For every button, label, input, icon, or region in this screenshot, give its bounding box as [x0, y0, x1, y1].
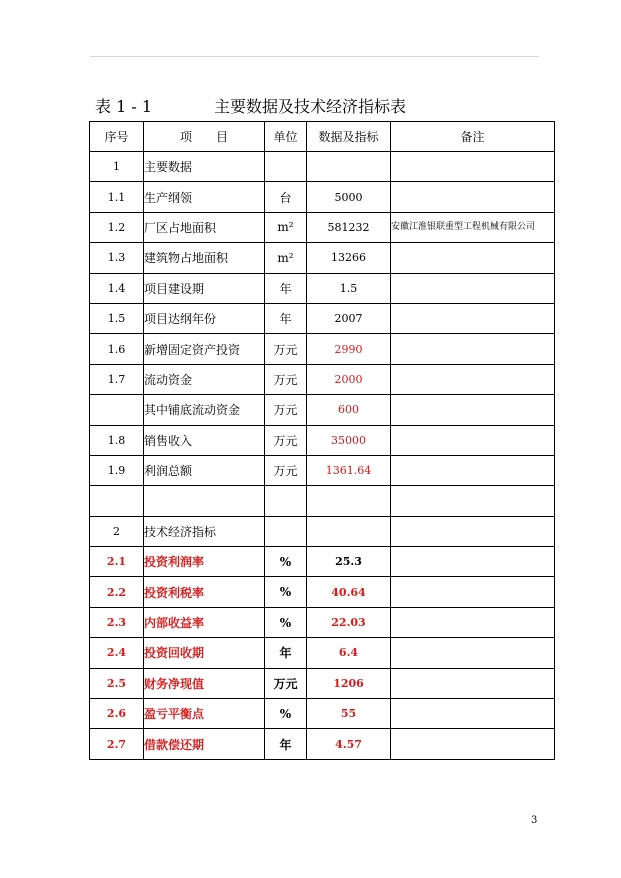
row-unit: m² [265, 212, 307, 242]
row-number: 1.3 [90, 243, 144, 273]
row-unit: % [265, 699, 307, 729]
row-item: 建筑物占地面积 [144, 243, 265, 273]
header-unit: 单位 [265, 122, 307, 152]
row-number: 1.2 [90, 212, 144, 242]
table-header-row [90, 122, 555, 152]
row-number: 1.1 [90, 182, 144, 212]
row-item [144, 486, 265, 516]
table-row [90, 182, 555, 212]
header-item: 项 目 [144, 122, 265, 152]
row-note [391, 699, 555, 729]
row-item: 流动资金 [144, 364, 265, 394]
row-unit: 年 [265, 303, 307, 333]
row-item: 财务净现值 [144, 668, 265, 698]
row-note [391, 577, 555, 607]
row-note [391, 638, 555, 668]
row-value: 13266 [307, 243, 391, 273]
row-unit: 万元 [265, 455, 307, 485]
row-number: 1.8 [90, 425, 144, 455]
row-unit: 万元 [265, 334, 307, 364]
table-title: 主要数据及技术经济指标表 [214, 97, 407, 116]
row-unit: m² [265, 243, 307, 273]
row-number: 2.3 [90, 607, 144, 637]
row-unit: % [265, 607, 307, 637]
row-unit [265, 152, 307, 182]
page-number: 3 [531, 815, 538, 826]
row-note [391, 486, 555, 516]
table-row [90, 516, 555, 546]
row-unit: % [265, 577, 307, 607]
header-value: 数据及指标 [307, 122, 391, 152]
row-unit: 台 [265, 182, 307, 212]
row-number: 1 [90, 152, 144, 182]
row-number: 1.7 [90, 364, 144, 394]
row-item: 借款偿还期 [144, 729, 265, 759]
row-number [90, 486, 144, 516]
row-number: 1.5 [90, 303, 144, 333]
table-row [90, 425, 555, 455]
table-row [90, 577, 555, 607]
row-item: 利润总额 [144, 455, 265, 485]
row-value [307, 516, 391, 546]
table-row [90, 152, 555, 182]
row-item: 项目建设期 [144, 273, 265, 303]
row-note [391, 607, 555, 637]
row-item: 生产纲领 [144, 182, 265, 212]
row-item: 厂区占地面积 [144, 212, 265, 242]
row-unit: 万元 [265, 364, 307, 394]
row-note: 安徽江淮银联重型工程机械有限公司 [391, 212, 555, 242]
row-value: 1361.64 [307, 455, 391, 485]
row-value: 2990 [307, 334, 391, 364]
row-note [391, 455, 555, 485]
row-number: 2.7 [90, 729, 144, 759]
header-note: 备注 [391, 122, 555, 152]
row-unit: 万元 [265, 425, 307, 455]
table-row [90, 395, 555, 425]
row-item: 盈亏平衡点 [144, 699, 265, 729]
row-value: 40.64 [307, 577, 391, 607]
row-unit: 年 [265, 638, 307, 668]
row-value: 55 [307, 699, 391, 729]
row-number: 2.6 [90, 699, 144, 729]
row-note [391, 425, 555, 455]
table-row [90, 364, 555, 394]
row-number: 2.5 [90, 668, 144, 698]
row-unit: 万元 [265, 395, 307, 425]
row-value [307, 486, 391, 516]
row-unit [265, 516, 307, 546]
row-item: 其中铺底流动资金 [144, 395, 265, 425]
row-note [391, 182, 555, 212]
row-value: 4.57 [307, 729, 391, 759]
row-unit: 万元 [265, 668, 307, 698]
row-unit [265, 486, 307, 516]
row-note [391, 273, 555, 303]
row-note [391, 152, 555, 182]
row-number: 1.6 [90, 334, 144, 364]
row-number: 2.1 [90, 547, 144, 577]
row-item: 销售收入 [144, 425, 265, 455]
row-number: 2 [90, 516, 144, 546]
row-number [90, 395, 144, 425]
row-note [391, 668, 555, 698]
table-row [90, 455, 555, 485]
row-value: 35000 [307, 425, 391, 455]
header-no: 序号 [90, 122, 144, 152]
row-note [391, 547, 555, 577]
table-row [90, 212, 555, 242]
row-number: 2.2 [90, 577, 144, 607]
row-note [391, 243, 555, 273]
table-row [90, 668, 555, 698]
row-note [391, 334, 555, 364]
row-note [391, 364, 555, 394]
table-row [90, 334, 555, 364]
row-item: 投资利润率 [144, 547, 265, 577]
row-value: 2007 [307, 303, 391, 333]
row-note [391, 729, 555, 759]
row-note [391, 516, 555, 546]
table-row [90, 243, 555, 273]
table-row [90, 638, 555, 668]
table-row [90, 273, 555, 303]
row-value: 2000 [307, 364, 391, 394]
row-value: 5000 [307, 182, 391, 212]
row-unit: % [265, 547, 307, 577]
table-row [90, 699, 555, 729]
header-rule [90, 56, 539, 57]
table-row [90, 486, 555, 516]
table-number: 表 1 - 1 [95, 97, 153, 116]
row-note [391, 395, 555, 425]
row-item: 新增固定资产投资 [144, 334, 265, 364]
indicator-table [89, 121, 555, 760]
row-note [391, 303, 555, 333]
table-row [90, 303, 555, 333]
row-item: 投资回收期 [144, 638, 265, 668]
row-unit: 年 [265, 273, 307, 303]
row-item: 项目达纲年份 [144, 303, 265, 333]
row-value: 6.4 [307, 638, 391, 668]
row-value: 1206 [307, 668, 391, 698]
row-item: 内部收益率 [144, 607, 265, 637]
row-value: 22.03 [307, 607, 391, 637]
row-item: 投资利税率 [144, 577, 265, 607]
row-value: 600 [307, 395, 391, 425]
row-value: 25.3 [307, 547, 391, 577]
row-item: 主要数据 [144, 152, 265, 182]
table-row [90, 729, 555, 759]
row-unit: 年 [265, 729, 307, 759]
table-caption [95, 94, 535, 118]
table-row [90, 547, 555, 577]
row-number: 1.9 [90, 455, 144, 485]
row-number: 1.4 [90, 273, 144, 303]
row-item: 技术经济指标 [144, 516, 265, 546]
row-value: 1.5 [307, 273, 391, 303]
row-value [307, 152, 391, 182]
table-row [90, 607, 555, 637]
row-number: 2.4 [90, 638, 144, 668]
row-value: 581232 [307, 212, 391, 242]
